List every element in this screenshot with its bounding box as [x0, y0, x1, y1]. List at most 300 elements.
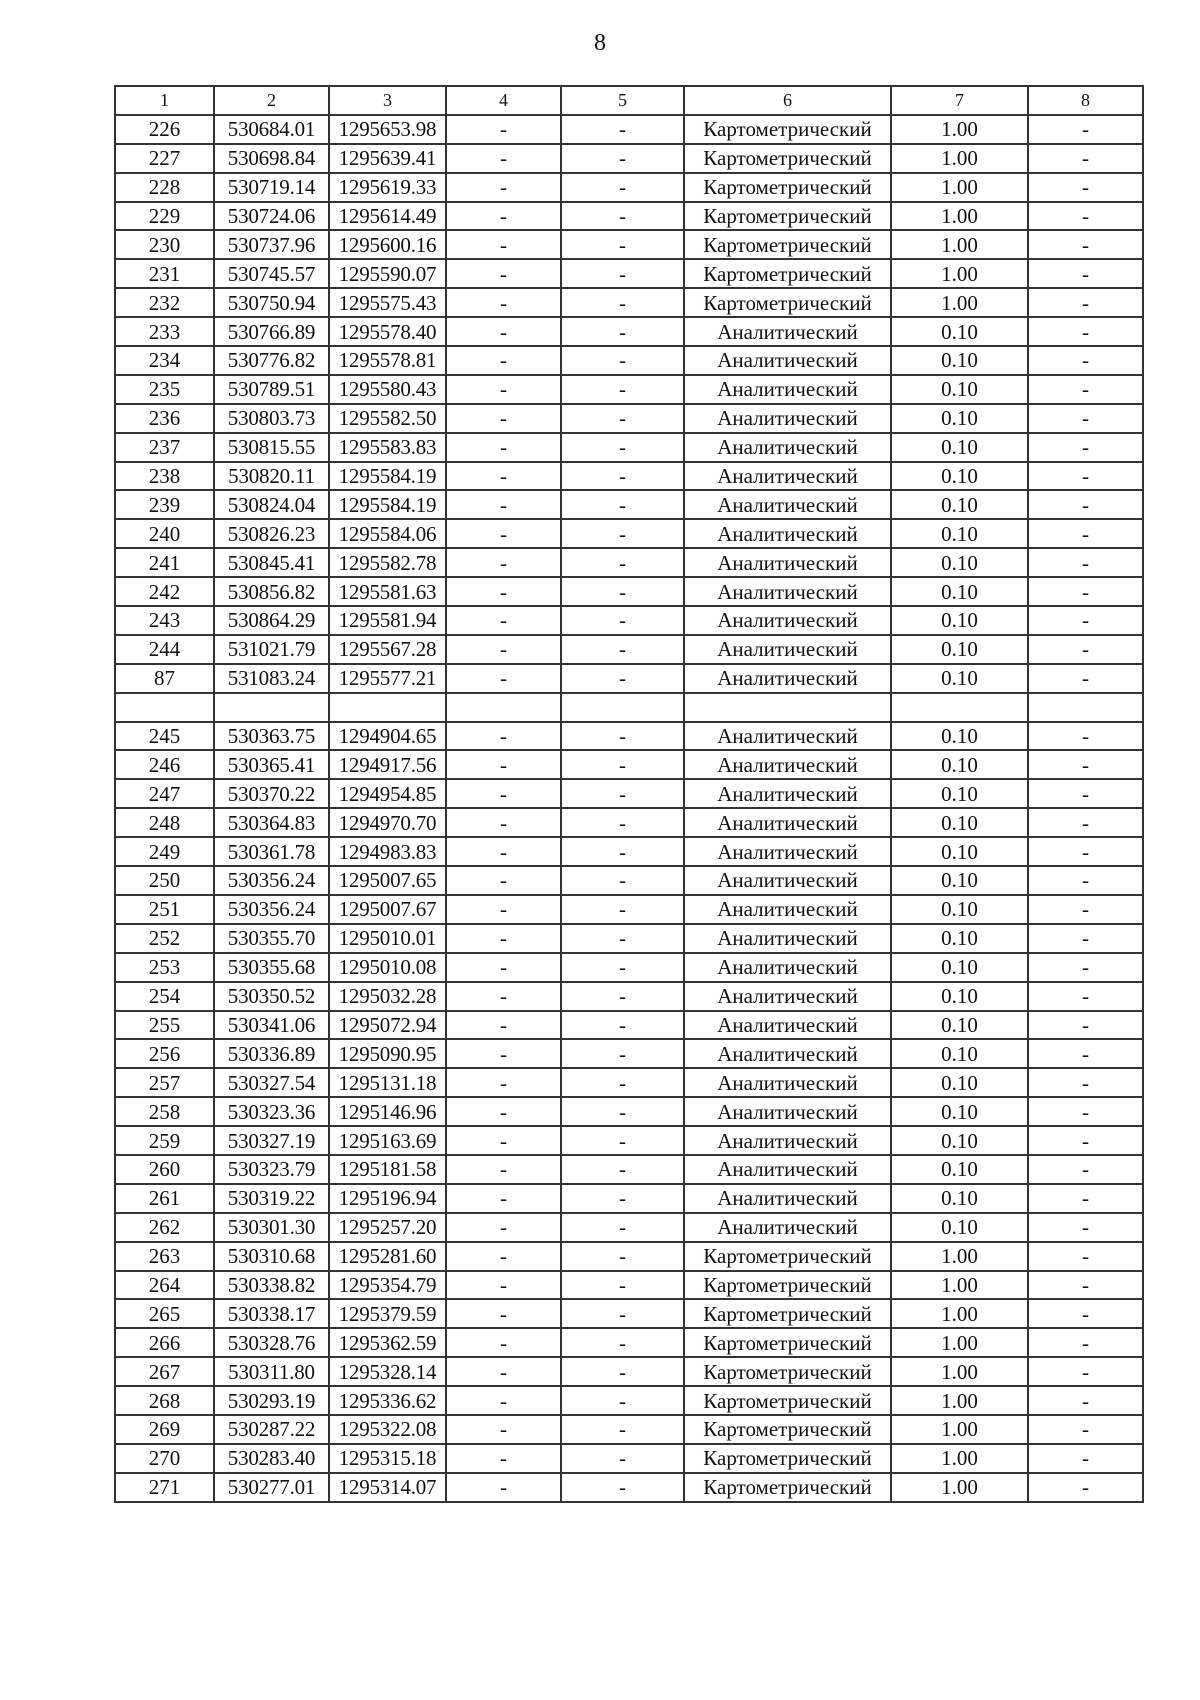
accuracy-cell: 1.00	[891, 1444, 1028, 1473]
point-number-cell: 262	[115, 1213, 214, 1242]
x-coordinate-cell: 530766.89	[214, 317, 329, 346]
x-coordinate-cell: 530356.24	[214, 866, 329, 895]
accuracy-cell: 0.10	[891, 462, 1028, 491]
column-8-cell: -	[1028, 1415, 1143, 1444]
y-coordinate-cell: 1294917.56	[329, 750, 446, 779]
table-row	[115, 664, 1143, 693]
column-5-cell: -	[561, 1386, 684, 1415]
y-coordinate-cell: 1295281.60	[329, 1242, 446, 1271]
column-8-cell: -	[1028, 1473, 1143, 1502]
column-8-cell: -	[1028, 433, 1143, 462]
point-number-cell: 87	[115, 664, 214, 693]
method-cell: Аналитический	[684, 1184, 891, 1213]
y-coordinate-cell: 1295581.63	[329, 577, 446, 606]
table-row	[115, 1386, 1143, 1415]
method-cell: Аналитический	[684, 1011, 891, 1040]
column-8-cell: -	[1028, 1271, 1143, 1300]
method-cell: Аналитический	[684, 404, 891, 433]
table-row	[115, 1299, 1143, 1328]
y-coordinate-cell: 1295322.08	[329, 1415, 446, 1444]
point-number-cell: 265	[115, 1299, 214, 1328]
x-coordinate-cell: 530277.01	[214, 1473, 329, 1502]
x-coordinate-cell: 530824.04	[214, 490, 329, 519]
accuracy-cell: 1.00	[891, 230, 1028, 259]
accuracy-cell: 0.10	[891, 664, 1028, 693]
column-4-cell: -	[446, 1213, 561, 1242]
accuracy-cell: 0.10	[891, 924, 1028, 953]
point-number-cell: 261	[115, 1184, 214, 1213]
column-5-cell: -	[561, 115, 684, 144]
column-4-cell: -	[446, 144, 561, 173]
column-8-cell: -	[1028, 259, 1143, 288]
column-8-cell: -	[1028, 866, 1143, 895]
method-cell: Аналитический	[684, 808, 891, 837]
column-4-cell: -	[446, 1184, 561, 1213]
y-coordinate-cell: 1295379.59	[329, 1299, 446, 1328]
column-5-cell: -	[561, 924, 684, 953]
x-coordinate-cell: 530301.30	[214, 1213, 329, 1242]
column-8-cell: -	[1028, 982, 1143, 1011]
accuracy-cell: 0.10	[891, 1155, 1028, 1184]
point-number-cell: 244	[115, 635, 214, 664]
column-4-cell: -	[446, 924, 561, 953]
accuracy-cell: 1.00	[891, 115, 1028, 144]
point-number-cell: 253	[115, 953, 214, 982]
column-5-cell: -	[561, 1011, 684, 1040]
accuracy-cell: 0.10	[891, 1213, 1028, 1242]
column-8-cell: -	[1028, 953, 1143, 982]
method-cell: Аналитический	[684, 490, 891, 519]
x-coordinate-cell: 530341.06	[214, 1011, 329, 1040]
point-number-cell: 252	[115, 924, 214, 953]
column-4-cell: -	[446, 750, 561, 779]
point-number-cell: 226	[115, 115, 214, 144]
method-cell: Аналитический	[684, 1213, 891, 1242]
x-coordinate-cell: 530356.24	[214, 895, 329, 924]
column-5-cell: -	[561, 808, 684, 837]
table-row	[115, 490, 1143, 519]
column-5-cell: -	[561, 144, 684, 173]
column-4-cell: -	[446, 375, 561, 404]
method-cell: Картометрический	[684, 115, 891, 144]
column-5-cell	[561, 693, 684, 722]
table-row	[115, 259, 1143, 288]
method-cell: Картометрический	[684, 1386, 891, 1415]
accuracy-cell: 0.10	[891, 1068, 1028, 1097]
y-coordinate-cell	[329, 693, 446, 722]
column-5-cell: -	[561, 953, 684, 982]
x-coordinate-cell: 530750.94	[214, 288, 329, 317]
x-coordinate-cell: 530338.17	[214, 1299, 329, 1328]
point-number-cell: 236	[115, 404, 214, 433]
column-4-cell: -	[446, 722, 561, 751]
point-number-cell: 247	[115, 779, 214, 808]
column-4-cell: -	[446, 982, 561, 1011]
table-row	[115, 288, 1143, 317]
x-coordinate-cell: 530826.23	[214, 519, 329, 548]
method-cell: Аналитический	[684, 1039, 891, 1068]
point-number-cell: 234	[115, 346, 214, 375]
column-8-cell: -	[1028, 462, 1143, 491]
column-5-cell: -	[561, 548, 684, 577]
y-coordinate-cell: 1295032.28	[329, 982, 446, 1011]
y-coordinate-cell: 1294904.65	[329, 722, 446, 751]
method-cell: Аналитический	[684, 722, 891, 751]
column-8-cell: -	[1028, 1184, 1143, 1213]
accuracy-cell: 1.00	[891, 1242, 1028, 1271]
column-8-cell: -	[1028, 230, 1143, 259]
point-number-cell: 243	[115, 606, 214, 635]
accuracy-cell: 1.00	[891, 1357, 1028, 1386]
column-4-cell: -	[446, 1415, 561, 1444]
method-cell: Аналитический	[684, 1068, 891, 1097]
accuracy-cell: 0.10	[891, 808, 1028, 837]
column-5-cell: -	[561, 490, 684, 519]
column-5-cell: -	[561, 1444, 684, 1473]
column-5-cell: -	[561, 750, 684, 779]
x-coordinate-cell: 530363.75	[214, 722, 329, 751]
x-coordinate-cell: 530336.89	[214, 1039, 329, 1068]
column-header: 8	[1028, 86, 1143, 115]
y-coordinate-cell: 1294983.83	[329, 837, 446, 866]
column-8-cell: -	[1028, 577, 1143, 606]
column-4-cell: -	[446, 519, 561, 548]
y-coordinate-cell: 1295581.94	[329, 606, 446, 635]
point-number-cell: 241	[115, 548, 214, 577]
method-cell: Аналитический	[684, 750, 891, 779]
method-cell: Аналитический	[684, 924, 891, 953]
column-8-cell: -	[1028, 750, 1143, 779]
column-4-cell: -	[446, 953, 561, 982]
method-cell: Аналитический	[684, 606, 891, 635]
column-5-cell: -	[561, 288, 684, 317]
method-cell: Аналитический	[684, 1097, 891, 1126]
table-row	[115, 924, 1143, 953]
table-row	[115, 837, 1143, 866]
method-cell: Аналитический	[684, 462, 891, 491]
accuracy-cell: 1.00	[891, 1328, 1028, 1357]
column-8-cell: -	[1028, 1328, 1143, 1357]
column-4-cell: -	[446, 288, 561, 317]
accuracy-cell: 1.00	[891, 173, 1028, 202]
table-header-row	[115, 86, 1143, 115]
table-row	[115, 462, 1143, 491]
point-number-cell: 239	[115, 490, 214, 519]
accuracy-cell: 0.10	[891, 722, 1028, 751]
accuracy-cell: 0.10	[891, 490, 1028, 519]
x-coordinate-cell: 530864.29	[214, 606, 329, 635]
x-coordinate-cell: 530724.06	[214, 202, 329, 231]
column-8-cell: -	[1028, 404, 1143, 433]
y-coordinate-cell: 1295315.18	[329, 1444, 446, 1473]
table-row	[115, 1271, 1143, 1300]
point-number-cell: 229	[115, 202, 214, 231]
column-4-cell: -	[446, 317, 561, 346]
table-row	[115, 404, 1143, 433]
column-8-cell: -	[1028, 606, 1143, 635]
x-coordinate-cell: 530328.76	[214, 1328, 329, 1357]
column-5-cell: -	[561, 982, 684, 1011]
accuracy-cell: 0.10	[891, 606, 1028, 635]
accuracy-cell: 0.10	[891, 1011, 1028, 1040]
y-coordinate-cell: 1295577.21	[329, 664, 446, 693]
x-coordinate-cell: 530327.54	[214, 1068, 329, 1097]
table-row	[115, 635, 1143, 664]
method-cell: Картометрический	[684, 173, 891, 202]
accuracy-cell	[891, 693, 1028, 722]
method-cell: Картометрический	[684, 259, 891, 288]
accuracy-cell: 0.10	[891, 346, 1028, 375]
y-coordinate-cell: 1295584.19	[329, 462, 446, 491]
table-row	[115, 577, 1143, 606]
accuracy-cell: 1.00	[891, 202, 1028, 231]
x-coordinate-cell: 530287.22	[214, 1415, 329, 1444]
point-number-cell: 256	[115, 1039, 214, 1068]
method-cell: Картометрический	[684, 1299, 891, 1328]
column-header: 1	[115, 86, 214, 115]
column-5-cell: -	[561, 259, 684, 288]
table-row	[115, 1155, 1143, 1184]
method-cell: Аналитический	[684, 895, 891, 924]
point-number-cell: 270	[115, 1444, 214, 1473]
column-4-cell: -	[446, 866, 561, 895]
table-row	[115, 1444, 1143, 1473]
point-number-cell: 264	[115, 1271, 214, 1300]
column-4-cell: -	[446, 1328, 561, 1357]
column-8-cell: -	[1028, 779, 1143, 808]
column-8-cell: -	[1028, 202, 1143, 231]
column-5-cell: -	[561, 779, 684, 808]
column-4-cell: -	[446, 606, 561, 635]
coordinates-table	[114, 85, 1144, 1503]
point-number-cell: 271	[115, 1473, 214, 1502]
point-number-cell: 250	[115, 866, 214, 895]
column-4-cell: -	[446, 664, 561, 693]
x-coordinate-cell: 530845.41	[214, 548, 329, 577]
table-row	[115, 866, 1143, 895]
accuracy-cell: 0.10	[891, 953, 1028, 982]
column-5-cell: -	[561, 664, 684, 693]
point-number-cell: 232	[115, 288, 214, 317]
x-coordinate-cell: 530327.19	[214, 1126, 329, 1155]
point-number-cell: 240	[115, 519, 214, 548]
column-5-cell: -	[561, 462, 684, 491]
column-4-cell: -	[446, 1357, 561, 1386]
method-cell: Аналитический	[684, 779, 891, 808]
column-5-cell: -	[561, 317, 684, 346]
accuracy-cell: 0.10	[891, 1126, 1028, 1155]
y-coordinate-cell: 1295314.07	[329, 1473, 446, 1502]
method-cell: Аналитический	[684, 519, 891, 548]
x-coordinate-cell: 530323.36	[214, 1097, 329, 1126]
y-coordinate-cell: 1295578.40	[329, 317, 446, 346]
column-5-cell: -	[561, 173, 684, 202]
y-coordinate-cell: 1295619.33	[329, 173, 446, 202]
table-row	[115, 1068, 1143, 1097]
table-row	[115, 144, 1143, 173]
method-cell: Картометрический	[684, 144, 891, 173]
point-number-cell: 248	[115, 808, 214, 837]
y-coordinate-cell: 1295583.83	[329, 433, 446, 462]
table-row	[115, 1357, 1143, 1386]
column-8-cell: -	[1028, 1011, 1143, 1040]
table-row	[115, 375, 1143, 404]
column-5-cell: -	[561, 895, 684, 924]
y-coordinate-cell: 1295163.69	[329, 1126, 446, 1155]
point-number-cell: 269	[115, 1415, 214, 1444]
column-5-cell: -	[561, 1068, 684, 1097]
column-8-cell: -	[1028, 1155, 1143, 1184]
y-coordinate-cell: 1295614.49	[329, 202, 446, 231]
method-cell: Аналитический	[684, 866, 891, 895]
column-4-cell: -	[446, 202, 561, 231]
point-number-cell: 231	[115, 259, 214, 288]
column-4-cell: -	[446, 1011, 561, 1040]
table-row	[115, 1415, 1143, 1444]
column-8-cell: -	[1028, 288, 1143, 317]
page-number: 8	[594, 30, 606, 56]
x-coordinate-cell: 530745.57	[214, 259, 329, 288]
accuracy-cell: 1.00	[891, 1415, 1028, 1444]
column-8-cell: -	[1028, 1444, 1143, 1473]
method-cell: Аналитический	[684, 1155, 891, 1184]
y-coordinate-cell: 1295131.18	[329, 1068, 446, 1097]
method-cell: Аналитический	[684, 375, 891, 404]
y-coordinate-cell: 1294970.70	[329, 808, 446, 837]
point-number-cell	[115, 693, 214, 722]
table-row	[115, 1097, 1143, 1126]
table-row	[115, 606, 1143, 635]
column-5-cell: -	[561, 1299, 684, 1328]
y-coordinate-cell: 1295584.06	[329, 519, 446, 548]
method-cell: Картометрический	[684, 1415, 891, 1444]
accuracy-cell: 0.10	[891, 548, 1028, 577]
table-row	[115, 750, 1143, 779]
accuracy-cell: 0.10	[891, 866, 1028, 895]
column-8-cell: -	[1028, 1213, 1143, 1242]
column-5-cell: -	[561, 1242, 684, 1271]
point-number-cell: 268	[115, 1386, 214, 1415]
column-4-cell: -	[446, 462, 561, 491]
x-coordinate-cell: 530698.84	[214, 144, 329, 173]
column-5-cell: -	[561, 404, 684, 433]
table-row	[115, 1011, 1143, 1040]
column-8-cell: -	[1028, 375, 1143, 404]
y-coordinate-cell: 1295567.28	[329, 635, 446, 664]
table-row	[115, 1213, 1143, 1242]
column-5-cell: -	[561, 230, 684, 259]
table-row	[115, 202, 1143, 231]
column-4-cell: -	[446, 1155, 561, 1184]
column-8-cell: -	[1028, 1097, 1143, 1126]
x-coordinate-cell: 530319.22	[214, 1184, 329, 1213]
column-8-cell: -	[1028, 1068, 1143, 1097]
column-8-cell: -	[1028, 1242, 1143, 1271]
column-5-cell: -	[561, 1213, 684, 1242]
column-5-cell: -	[561, 577, 684, 606]
table-row	[115, 317, 1143, 346]
point-number-cell: 228	[115, 173, 214, 202]
accuracy-cell: 1.00	[891, 144, 1028, 173]
table-row	[115, 230, 1143, 259]
point-number-cell: 242	[115, 577, 214, 606]
column-4-cell: -	[446, 1299, 561, 1328]
column-header: 4	[446, 86, 561, 115]
method-cell: Аналитический	[684, 317, 891, 346]
point-number-cell: 255	[115, 1011, 214, 1040]
accuracy-cell: 1.00	[891, 1299, 1028, 1328]
method-cell: Аналитический	[684, 577, 891, 606]
accuracy-cell: 0.10	[891, 519, 1028, 548]
method-cell: Картометрический	[684, 1328, 891, 1357]
x-coordinate-cell: 530311.80	[214, 1357, 329, 1386]
column-4-cell: -	[446, 577, 561, 606]
point-number-cell: 267	[115, 1357, 214, 1386]
x-coordinate-cell: 530684.01	[214, 115, 329, 144]
accuracy-cell: 0.10	[891, 1039, 1028, 1068]
column-4-cell: -	[446, 490, 561, 519]
method-cell: Картометрический	[684, 1444, 891, 1473]
column-8-cell: -	[1028, 490, 1143, 519]
y-coordinate-cell: 1295354.79	[329, 1271, 446, 1300]
column-4-cell: -	[446, 808, 561, 837]
column-8-cell: -	[1028, 808, 1143, 837]
column-8-cell: -	[1028, 144, 1143, 173]
accuracy-cell: 0.10	[891, 577, 1028, 606]
y-coordinate-cell: 1295600.16	[329, 230, 446, 259]
column-5-cell: -	[561, 606, 684, 635]
column-4-cell: -	[446, 346, 561, 375]
point-number-cell: 235	[115, 375, 214, 404]
point-number-cell: 266	[115, 1328, 214, 1357]
column-8-cell: -	[1028, 519, 1143, 548]
y-coordinate-cell: 1295578.81	[329, 346, 446, 375]
x-coordinate-cell: 531021.79	[214, 635, 329, 664]
table-row	[115, 433, 1143, 462]
table-row	[115, 895, 1143, 924]
column-4-cell: -	[446, 1386, 561, 1415]
column-8-cell: -	[1028, 317, 1143, 346]
column-4-cell: -	[446, 1126, 561, 1155]
accuracy-cell: 0.10	[891, 750, 1028, 779]
column-4-cell: -	[446, 230, 561, 259]
x-coordinate-cell: 530370.22	[214, 779, 329, 808]
y-coordinate-cell: 1295072.94	[329, 1011, 446, 1040]
method-cell: Картометрический	[684, 288, 891, 317]
column-4-cell: -	[446, 259, 561, 288]
table-row	[115, 1184, 1143, 1213]
accuracy-cell: 1.00	[891, 259, 1028, 288]
y-coordinate-cell: 1295582.78	[329, 548, 446, 577]
point-number-cell: 227	[115, 144, 214, 173]
column-5-cell: -	[561, 1097, 684, 1126]
column-4-cell: -	[446, 1271, 561, 1300]
column-4-cell: -	[446, 1097, 561, 1126]
column-4-cell	[446, 693, 561, 722]
method-cell: Аналитический	[684, 953, 891, 982]
y-coordinate-cell: 1295146.96	[329, 1097, 446, 1126]
column-4-cell: -	[446, 1242, 561, 1271]
y-coordinate-cell: 1295007.67	[329, 895, 446, 924]
column-8-cell: -	[1028, 1357, 1143, 1386]
column-4-cell: -	[446, 548, 561, 577]
column-5-cell: -	[561, 1473, 684, 1502]
x-coordinate-cell: 530310.68	[214, 1242, 329, 1271]
point-number-cell: 246	[115, 750, 214, 779]
column-8-cell: -	[1028, 722, 1143, 751]
method-cell: Аналитический	[684, 433, 891, 462]
column-4-cell: -	[446, 1444, 561, 1473]
